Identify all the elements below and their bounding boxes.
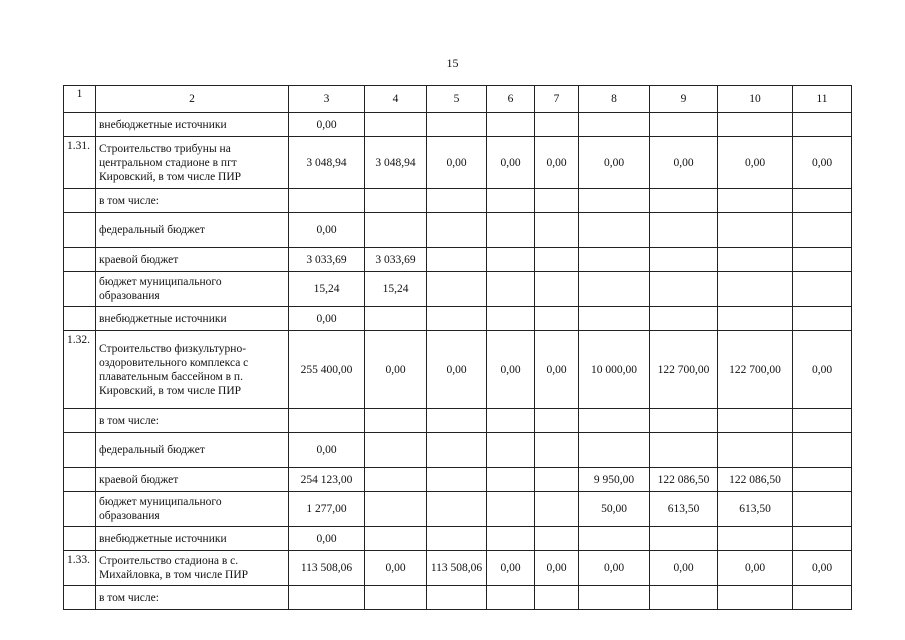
row-description-cell: внебюджетные источники — [96, 113, 289, 137]
row-description-cell: Строительство стадиона в с. Михайловка, в том числе ПИР — [96, 551, 289, 586]
value-cell — [487, 189, 535, 213]
value-cell: 0,00 — [289, 307, 365, 331]
row-description-cell: Строительство физкультурно-оздоровительного комплекса с плавательным бассейном в п. Кировский, в том числе ПИР — [96, 331, 289, 409]
value-cell — [535, 189, 579, 213]
table-row — [64, 551, 852, 586]
row-index-cell — [64, 468, 96, 492]
value-cell — [718, 113, 793, 137]
value-cell — [718, 307, 793, 331]
header-cell: 8 — [579, 86, 650, 113]
value-cell — [535, 272, 579, 307]
value-cell — [427, 189, 487, 213]
page-number: 15 — [446, 56, 459, 70]
value-cell: 0,00 — [487, 137, 535, 189]
value-cell: 122 700,00 — [718, 331, 793, 409]
row-description-cell: бюджет муниципального образования — [96, 492, 289, 527]
value-cell: 113 508,06 — [427, 551, 487, 586]
value-cell: 113 508,06 — [289, 551, 365, 586]
value-cell: 15,24 — [289, 272, 365, 307]
value-cell: 0,00 — [427, 331, 487, 409]
table-row — [64, 307, 852, 331]
value-cell — [579, 248, 650, 272]
value-cell — [718, 248, 793, 272]
table-row — [64, 248, 852, 272]
value-cell: 0,00 — [289, 113, 365, 137]
value-cell — [427, 213, 487, 248]
value-cell: 0,00 — [427, 137, 487, 189]
row-index-cell: 1.31. — [64, 137, 96, 189]
value-cell — [487, 433, 535, 468]
value-cell — [718, 433, 793, 468]
value-cell — [427, 433, 487, 468]
table-row — [64, 586, 852, 610]
value-cell — [535, 586, 579, 610]
row-index-cell: 1.32. — [64, 331, 96, 409]
value-cell — [365, 213, 427, 248]
value-cell — [487, 213, 535, 248]
value-cell — [427, 409, 487, 433]
value-cell: 255 400,00 — [289, 331, 365, 409]
value-cell — [579, 527, 650, 551]
value-cell — [427, 468, 487, 492]
header-cell: 4 — [365, 86, 427, 113]
value-cell: 0,00 — [793, 331, 852, 409]
value-cell — [487, 492, 535, 527]
value-cell: 122 086,50 — [650, 468, 718, 492]
value-cell: 3 033,69 — [365, 248, 427, 272]
row-description-cell: в том числе: — [96, 189, 289, 213]
table-row — [64, 113, 852, 137]
value-cell — [650, 433, 718, 468]
value-cell — [535, 492, 579, 527]
value-cell — [289, 189, 365, 213]
value-cell — [793, 409, 852, 433]
value-cell — [793, 189, 852, 213]
header-cell: 6 — [487, 86, 535, 113]
table-row — [64, 213, 852, 248]
table-row — [64, 492, 852, 527]
value-cell: 10 000,00 — [579, 331, 650, 409]
value-cell — [427, 586, 487, 610]
value-cell: 0,00 — [650, 551, 718, 586]
value-cell: 3 048,94 — [365, 137, 427, 189]
value-cell — [650, 213, 718, 248]
value-cell: 0,00 — [535, 551, 579, 586]
value-cell — [579, 213, 650, 248]
value-cell: 0,00 — [535, 331, 579, 409]
value-cell — [793, 586, 852, 610]
row-index-cell — [64, 189, 96, 213]
value-cell: 15,24 — [365, 272, 427, 307]
value-cell — [718, 527, 793, 551]
value-cell — [718, 272, 793, 307]
row-description-cell: федеральный бюджет — [96, 433, 289, 468]
value-cell — [579, 113, 650, 137]
value-cell — [427, 307, 487, 331]
value-cell — [535, 213, 579, 248]
value-cell: 9 950,00 — [579, 468, 650, 492]
value-cell — [427, 492, 487, 527]
value-cell: 0,00 — [487, 331, 535, 409]
row-description-cell: федеральный бюджет — [96, 213, 289, 248]
value-cell — [650, 248, 718, 272]
value-cell — [289, 586, 365, 610]
table-row — [64, 272, 852, 307]
table-header-row — [64, 86, 852, 113]
value-cell — [579, 586, 650, 610]
value-cell — [793, 527, 852, 551]
row-index-cell — [64, 307, 96, 331]
row-index-cell — [64, 113, 96, 137]
value-cell — [718, 586, 793, 610]
value-cell: 0,00 — [793, 551, 852, 586]
value-cell — [427, 527, 487, 551]
row-description-cell: краевой бюджет — [96, 248, 289, 272]
value-cell — [487, 527, 535, 551]
value-cell — [535, 433, 579, 468]
value-cell — [487, 409, 535, 433]
value-cell — [793, 248, 852, 272]
row-index-cell — [64, 213, 96, 248]
value-cell — [289, 409, 365, 433]
value-cell — [487, 468, 535, 492]
value-cell: 0,00 — [718, 551, 793, 586]
value-cell — [793, 272, 852, 307]
value-cell — [487, 307, 535, 331]
value-cell — [365, 468, 427, 492]
value-cell — [365, 527, 427, 551]
row-index-cell — [64, 586, 96, 610]
header-cell: 7 — [535, 86, 579, 113]
value-cell — [487, 586, 535, 610]
value-cell — [793, 468, 852, 492]
value-cell — [793, 113, 852, 137]
row-index-cell: 1.33. — [64, 551, 96, 586]
value-cell: 122 700,00 — [650, 331, 718, 409]
row-index-cell — [64, 433, 96, 468]
value-cell: 0,00 — [289, 213, 365, 248]
value-cell — [487, 248, 535, 272]
value-cell — [535, 113, 579, 137]
value-cell — [718, 189, 793, 213]
value-cell: 3 048,94 — [289, 137, 365, 189]
row-index-cell — [64, 272, 96, 307]
value-cell — [650, 307, 718, 331]
value-cell — [793, 433, 852, 468]
value-cell — [427, 113, 487, 137]
value-cell — [579, 433, 650, 468]
table-row — [64, 433, 852, 468]
row-description-cell: Строительство трибуны на центральном стадионе в пгт Кировский, в том числе ПИР — [96, 137, 289, 189]
header-cell: 5 — [427, 86, 487, 113]
table-row — [64, 409, 852, 433]
value-cell: 122 086,50 — [718, 468, 793, 492]
value-cell: 613,50 — [650, 492, 718, 527]
value-cell — [535, 248, 579, 272]
value-cell — [365, 586, 427, 610]
value-cell — [535, 527, 579, 551]
value-cell — [650, 586, 718, 610]
value-cell — [793, 213, 852, 248]
value-cell: 0,00 — [718, 137, 793, 189]
value-cell — [365, 113, 427, 137]
table-row — [64, 527, 852, 551]
value-cell: 0,00 — [365, 331, 427, 409]
value-cell — [579, 272, 650, 307]
value-cell — [365, 409, 427, 433]
value-cell — [650, 409, 718, 433]
value-cell — [650, 113, 718, 137]
value-cell — [579, 307, 650, 331]
row-description-cell: бюджет муниципального образования — [96, 272, 289, 307]
value-cell: 1 277,00 — [289, 492, 365, 527]
value-cell: 0,00 — [793, 137, 852, 189]
value-cell — [718, 409, 793, 433]
value-cell — [535, 409, 579, 433]
value-cell: 0,00 — [289, 433, 365, 468]
table-row — [64, 137, 852, 189]
row-index-cell — [64, 409, 96, 433]
value-cell — [487, 113, 535, 137]
header-cell: 10 — [718, 86, 793, 113]
value-cell — [365, 492, 427, 527]
value-cell — [427, 272, 487, 307]
row-description-cell: внебюджетные источники — [96, 527, 289, 551]
value-cell — [793, 307, 852, 331]
row-index-cell — [64, 248, 96, 272]
row-description-cell: в том числе: — [96, 409, 289, 433]
value-cell — [650, 527, 718, 551]
value-cell: 0,00 — [650, 137, 718, 189]
value-cell — [365, 189, 427, 213]
value-cell — [793, 492, 852, 527]
value-cell — [650, 189, 718, 213]
value-cell: 0,00 — [487, 551, 535, 586]
value-cell — [427, 248, 487, 272]
table-row — [64, 189, 852, 213]
value-cell: 0,00 — [579, 137, 650, 189]
row-index-cell — [64, 527, 96, 551]
header-cell: 1 — [64, 86, 96, 113]
value-cell — [535, 307, 579, 331]
value-cell: 0,00 — [579, 551, 650, 586]
value-cell: 3 033,69 — [289, 248, 365, 272]
row-description-cell: внебюджетные источники — [96, 307, 289, 331]
value-cell: 254 123,00 — [289, 468, 365, 492]
value-cell — [487, 272, 535, 307]
value-cell: 50,00 — [579, 492, 650, 527]
header-cell: 11 — [793, 86, 852, 113]
header-cell: 2 — [96, 86, 289, 113]
value-cell: 613,50 — [718, 492, 793, 527]
value-cell — [365, 433, 427, 468]
value-cell — [579, 189, 650, 213]
value-cell — [365, 307, 427, 331]
value-cell — [650, 272, 718, 307]
value-cell: 0,00 — [535, 137, 579, 189]
row-index-cell — [64, 492, 96, 527]
row-description-cell: в том числе: — [96, 586, 289, 610]
value-cell: 0,00 — [365, 551, 427, 586]
budget-table — [63, 85, 852, 610]
value-cell — [535, 468, 579, 492]
header-cell: 9 — [650, 86, 718, 113]
value-cell — [579, 409, 650, 433]
value-cell: 0,00 — [289, 527, 365, 551]
header-cell: 3 — [289, 86, 365, 113]
value-cell — [718, 213, 793, 248]
row-description-cell: краевой бюджет — [96, 468, 289, 492]
table-row — [64, 468, 852, 492]
table-row — [64, 331, 852, 409]
